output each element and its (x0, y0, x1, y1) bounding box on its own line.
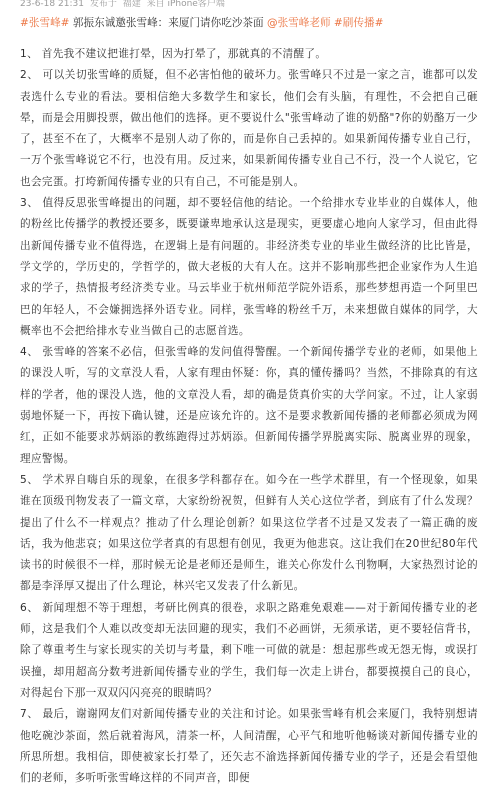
paragraph-2: 2、 可以关切张雪峰的质疑，但不必害怕他的破坏力。张雪峰只不过是一家之言，谁都可以发表选什么专业的看法。要相信绝大多数学生和家长，他们会有头脑，有理性，不会把自己砸晕，而是会用脚投票，做出他们的选择。更不要说什么"张雪峰动了谁的奶酪"?你的奶酪万一少了，甚至不在了，大概率不是别人动了你的，而是你自己丢掉的。如果新闻传播专业自己行，一万个张雪峰说它不行，也没有用。反过来，如果新闻传播专业自己不行，没一个人说它，它也会完蛋。打垮新闻传播专业的只有自己，不可能是别人。 (20, 69, 478, 188)
hashtag-zhangxuefeng[interactable]: #张雪峰# (20, 17, 70, 29)
post-device[interactable]: 来自 iPhone客户端 (146, 0, 225, 9)
hashtag-media[interactable]: #刷传播# (333, 17, 384, 29)
post-location: 福建 (122, 0, 141, 9)
paragraph-3: 3、 值得反思张雪峰提出的问题，却不要轻信他的结论。一个给排水专业毕业的自媒体人，他的粉丝比传播学的教授还要多，既要谦卑地承认这是现实，更要虚心地向人家学习，但由此得出新闻传播专业不值得选，在逻辑上是有问题的。非经济类专业的毕业生做经济的比比皆是，学文学的，学历史的，学哲学的，做大老板的大有人在。这并不影响那些把企业家作为人生追求的学子，热情报考经济类专业。马云毕业于杭州师范学院外语系，那些梦想再造一个阿里巴巴的年轻人，不会嫌拥选择外语专业。同样，张雪峰的粉丝千万，未来想做自媒体的同学，大概率也不会把给排水专业当做自己的志愿首选。 (20, 197, 478, 337)
paragraph-7: 7、 最后，谢谢网友们对新闻传播专业的关注和讨论。如果张雪峰有机会来厦门，我特别想请他吃碗沙茶面，然后就着海风，清茶一杯，人间清醒，心平气和地听他畅谈对新闻传播专业的所思所想。我相信，即使被家长打晕了，还矢志不渝选择新闻传播专业的学子，还是会看望他们的老师，多听听张雪峰这样的不同声音，即便 (20, 708, 478, 785)
post-date: 23-6-18 21:31 (20, 0, 84, 9)
paragraph-4: 4、 张雪峰的答案不必信，但张雪峰的发问值得警醒。一个新闻传播学专业的老师，如果他上的课没人听，写的文章没人看，人家有理由怀疑：你，真的懂传播吗？当然，不排除真的有这样的学者，他的课没人选，他的文章没人看，却的确是货真价实的大学问家。不过，让人家弱弱地怀疑一下，再按下确认键，还是应该允许的。这不是要求教新闻传播的老师都必须成为网红，正如不能要求苏炳添的教练跑得过苏炳添。但新闻传播学界脱离实际、脱离业界的现象，理应警惕。 (20, 346, 478, 465)
paragraph-1: 1、 首先我不建议把谁打晕，因为打晕了，那就真的不清醒了。 (20, 48, 327, 60)
post-source-prefix: 发布于 (89, 0, 117, 9)
paragraph-5: 5、 学术界自嗨自乐的现象，在很多学科都存在。如今在一些学术群里，有一个怪现象，如果谁在顶级刊物发表了一篇文章，大家纷纷祝贺，但鲜有人关心这位学者，到底有了什么发现？提出了什么不一样观点？推动了什么理论创新？如果这位学者不过是又发表了一篇正确的废话，我为他悲哀；如果这位学者真的有思想有创见，我更为他悲哀。这让我们在20世纪80年代读书的时候很不一样，那时候无论是老师还是师生，谁关心你发什么刊物啊，大家热烈讨论的都是李泽厚又提出了什么理论，林兴宅又发表了什么新见。 (20, 473, 478, 593)
post-headline (20, 14, 478, 32)
paragraph-6: 6、 新闻理想不等于理想，考研比例真的很卷，求职之路难免艰难——对于新闻传播专业的老师，这是我们个人难以改变却无法回避的现实，我们不必画饼，无须承诺，更不要轻信背书，除了尊重考生与家长现实的关切与考量，剩下唯一可做的就是：想起那些或无怨无悔，或误打误撞，却用超高分数考进新闻传播专业的学生，我们每一次走上讲台，都要摸摸自己的良心，对得起台下那一双双闪闪亮亮的眼睛吗？ (20, 601, 478, 699)
mention-zhangxuefeng[interactable]: @张雪峰老师 (266, 17, 331, 29)
headline-text: 郭振东诚邀张雪峰：来厦门请你吃沙茶面 (72, 17, 264, 29)
post-meta-bar (20, 0, 478, 11)
